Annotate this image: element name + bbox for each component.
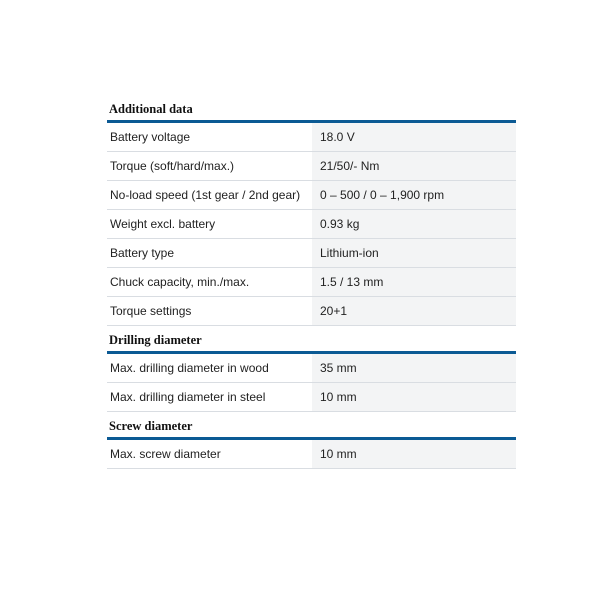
- spec-label: Torque (soft/hard/max.): [107, 152, 312, 181]
- table-row: [107, 354, 516, 383]
- spec-value: 21/50/- Nm: [312, 152, 516, 181]
- table-row: [107, 181, 516, 210]
- spec-label: Max. drilling diameter in steel: [107, 383, 312, 412]
- spec-value: 20+1: [312, 297, 516, 326]
- spec-label: No-load speed (1st gear / 2nd gear): [107, 181, 312, 210]
- spec-value: 18.0 V: [312, 123, 516, 152]
- section-title: Screw diameter: [109, 419, 193, 433]
- table-row: [107, 210, 516, 239]
- section-title: Additional data: [109, 102, 193, 116]
- table-row: [107, 440, 516, 469]
- spec-label: Battery type: [107, 239, 312, 268]
- table-row: [107, 268, 516, 297]
- spec-table: [107, 440, 516, 469]
- table-row: [107, 123, 516, 152]
- spec-label: Max. screw diameter: [107, 440, 312, 469]
- section-title: Drilling diameter: [109, 333, 202, 347]
- table-row: [107, 297, 516, 326]
- section-drilling-diameter: [107, 329, 516, 412]
- spec-table: [107, 354, 516, 412]
- spec-value: Lithium-ion: [312, 239, 516, 268]
- spec-value: 1.5 / 13 mm: [312, 268, 516, 297]
- spec-label: Battery voltage: [107, 123, 312, 152]
- spec-value: 35 mm: [312, 354, 516, 383]
- section-additional-data: [107, 98, 516, 326]
- table-row: [107, 239, 516, 268]
- spec-sheet: [107, 98, 516, 469]
- spec-value: 10 mm: [312, 440, 516, 469]
- spec-label: Weight excl. battery: [107, 210, 312, 239]
- spec-label: Torque settings: [107, 297, 312, 326]
- spec-value: 0 – 500 / 0 – 1,900 rpm: [312, 181, 516, 210]
- table-row: [107, 383, 516, 412]
- table-row: [107, 152, 516, 181]
- spec-value: 0.93 kg: [312, 210, 516, 239]
- spec-table: [107, 123, 516, 326]
- spec-value: 10 mm: [312, 383, 516, 412]
- spec-label: Chuck capacity, min./max.: [107, 268, 312, 297]
- section-screw-diameter: [107, 415, 516, 469]
- spec-label: Max. drilling diameter in wood: [107, 354, 312, 383]
